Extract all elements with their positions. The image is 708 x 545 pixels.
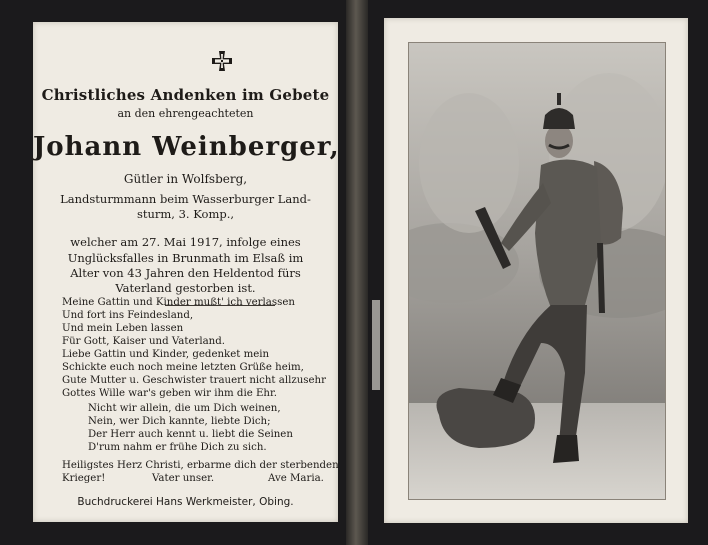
detail-line: Landsturmmann beim Wasserburger Land- [60, 192, 311, 206]
detail-line: welcher am 27. Mai 1917, infolge eines [70, 235, 301, 249]
fold-crease [346, 0, 368, 545]
poem-line: Nein, wer Dich kannte, liebte Dich; [88, 416, 271, 427]
poem-line: Gute Mutter u. Geschwister trauert nicht allzusehr [62, 375, 326, 386]
poem-line: Liebe Gattin und Kinder, gedenket mein [62, 349, 270, 360]
poem-stanza-1 [62, 296, 326, 400]
prayer-ave: Ave Maria. [268, 473, 324, 484]
left-panel [33, 22, 338, 522]
poem-line: Nicht wir allein, die um Dich weinen, [88, 403, 281, 414]
detail-line: Unglücksfalles in Brunmath im Elsaß im [67, 251, 304, 265]
prayer-vater: Vater unser. [152, 473, 215, 484]
printer-imprint: Buchdruckerei Hans Werkmeister, Obing. [77, 496, 294, 508]
paper-wear [372, 300, 380, 390]
poem-line: Der Herr auch kennt u. liebt die Seinen [88, 429, 293, 440]
poem-line: Schickte euch noch meine letzten Grüße heim, [62, 362, 304, 373]
deceased-name: Johann Weinberger, [33, 132, 340, 162]
soldier-photo-image [409, 43, 665, 499]
card-title: Christliches Andenken im Gebete [41, 86, 330, 104]
detail-line: Alter von 43 Jahren den Heldentod fürs [70, 266, 301, 280]
poem-line: Gottes Wille war's geben wir ihm die Ehr. [62, 388, 277, 399]
poem-line: D'rum nahm er frühe Dich zu sich. [88, 442, 267, 453]
poem-line: Meine Gattin und Kinder mußt' ich verlassen [62, 297, 295, 308]
detail-line: Vaterland gestorben ist. [115, 281, 256, 295]
prayer-end: Krieger! [62, 473, 106, 484]
iron-cross-icon [211, 50, 233, 72]
card-subtitle: an den ehrengeachteten [117, 107, 254, 120]
poem-line: Und fort ins Feindesland, [62, 310, 194, 321]
prayer-line: Heiligstes Herz Christi, erbarme dich der sterbenden [62, 460, 339, 471]
soldier-photo [408, 42, 666, 500]
poem-stanza-2 [88, 402, 293, 454]
poem-line: Für Gott, Kaiser und Vaterland. [62, 336, 226, 347]
occupation-line: Gütler in Wolfsberg, [123, 172, 248, 186]
poem-line: Und mein Leben lassen [62, 323, 184, 334]
detail-line: sturm, 3. Komp., [136, 207, 235, 221]
